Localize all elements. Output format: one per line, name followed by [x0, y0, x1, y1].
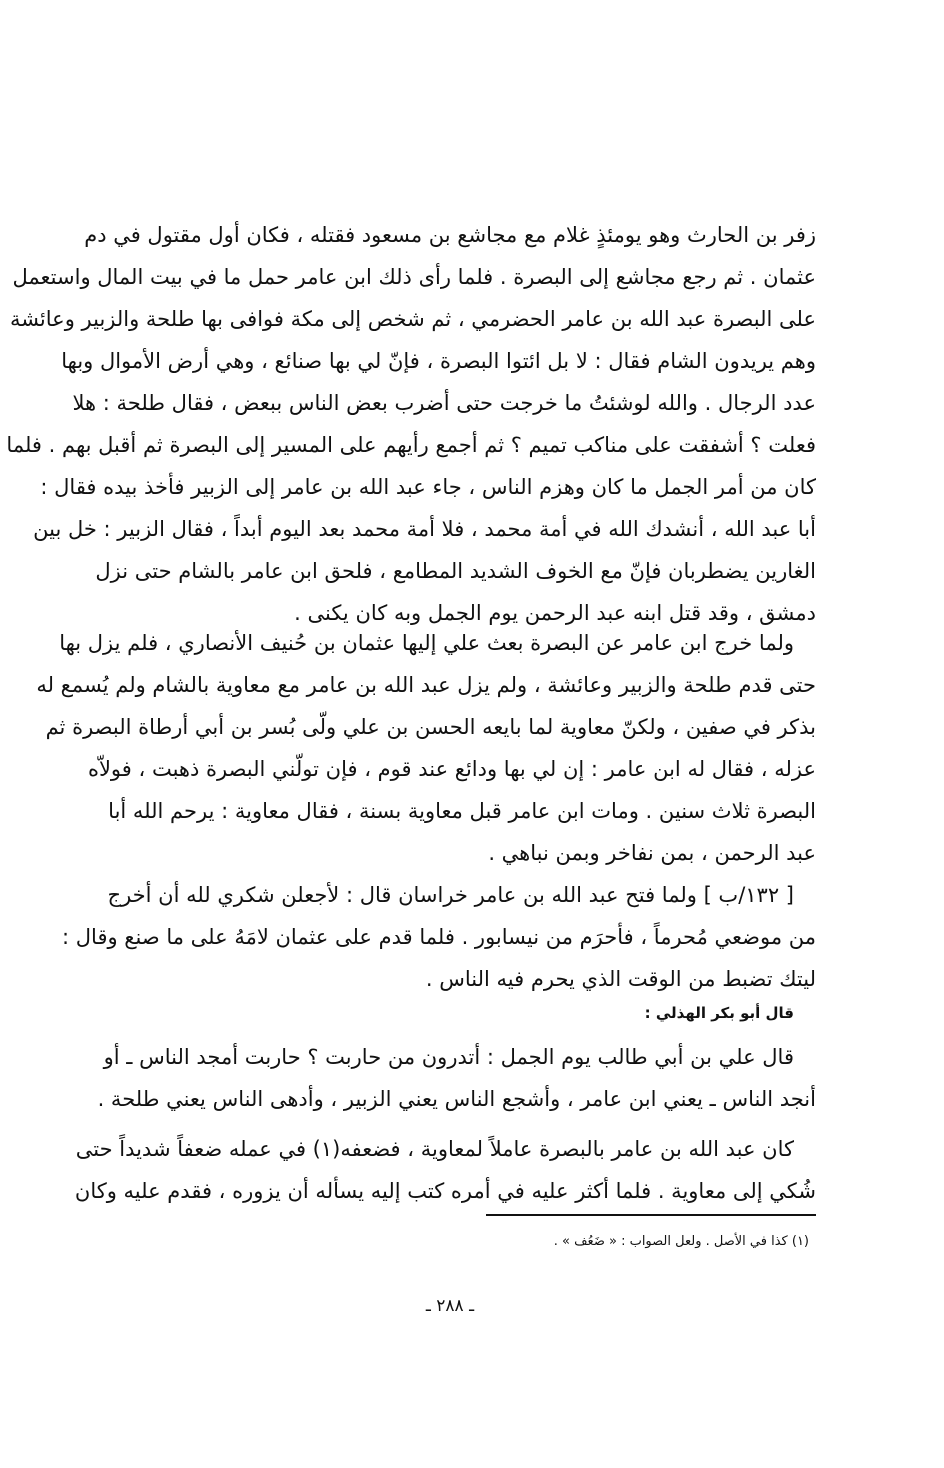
- text-line: أنجد الناس ـ يعني ابن عامر ، وأشجع الناس يعني الزبير ، وأدهى الناس يعني طلحة .: [97, 1087, 816, 1111]
- paragraph-4: [97, 1036, 816, 1120]
- text-line: كان عبد الله بن عامر بالبصرة عاملاً لمعاوية ، فضعفه(١) في عمله ضعفاً شديداً حتى: [75, 1137, 794, 1161]
- text-line: شُكي إلى معاوية . فلما أكثر عليه في أمره كتب إليه يسأله أن يزوره ، فقدم عليه وكان: [74, 1179, 816, 1203]
- text-line: ولما خرج ابن عامر عن البصرة بعث علي إليها عثمان بن حُنيف الأنصاري ، فلم يزل بها: [59, 631, 794, 655]
- text-line: عثمان . ثم رجع مجاشع إلى البصرة . فلما رأى ذلك ابن عامر حمل ما في بيت المال واستعمل: [12, 265, 816, 289]
- paragraph-3: [62, 874, 816, 1000]
- text-line: وهم يريدون الشام فقال : لا بل ائتوا البصرة ، فإنّ لي بها صنائع ، وهي أرض الأموال وبها: [61, 349, 816, 373]
- text-line: الغارين يضطربان فإنّ مع الخوف الشديد المطامع ، فلحق ابن عامر بالشام حتى نزل: [95, 559, 816, 583]
- text-line: أبا عبد الله ، أنشدك الله في أمة محمد ، فلا أمة محمد بعد اليوم أبداً ، فقال الزبير : خل بين: [33, 517, 816, 541]
- text-line: بذكر في صفين ، ولكنّ معاوية لما بايعه الحسن بن علي ولّى بُسر بن أبي أرطاة البصرة ثم: [45, 715, 816, 739]
- text-line: على البصرة عبد الله بن عامر الحضرمي ، ثم شخص إلى مكة فوافى بها طلحة والزبير وعائشة: [9, 307, 816, 331]
- text-line: من موضعي مُحرماً ، فأحرَم من نيسابور . فلما قدم على عثمان لامَهُ على ما صنع وقال :: [62, 925, 816, 949]
- text-line: عبد الرحمن ، بمن نفاخر وبمن نباهي .: [488, 841, 816, 865]
- text-line: زفر بن الحارث وهو يومئذٍ غلام مع مجاشع بن مسعود فقتله ، فكان أول مقتول في دم: [84, 223, 816, 247]
- section-heading: قال أبو بكر الهذلي :: [644, 1004, 794, 1022]
- text-line: [ ١٣٢/ب ] ولما فتح عبد الله بن عامر خراسان قال : لأجعلن شكري لله أن أخرج: [107, 883, 794, 907]
- text-line: فعلت ؟ أشفقت على مناكب تميم ؟ ثم أجمع رأيهم على المسير إلى البصرة ثم أقبل بهم . فلما: [6, 433, 816, 457]
- footnote-divider: [486, 1214, 816, 1216]
- text-line: كان من أمر الجمل ما كان وهزم الناس ، جاء عبد الله بن عامر إلى الزبير فأخذ بيده فقال :: [40, 475, 816, 499]
- page-number: ـ ٢٨٨ ـ: [425, 1296, 475, 1316]
- text-line: قال علي بن أبي طالب يوم الجمل : أتدرون من حاربت ؟ حاربت أمجد الناس ـ أو: [103, 1045, 794, 1069]
- text-line: حتى قدم طلحة والزبير وعائشة ، ولم يزل عبد الله بن عامر مع معاوية بالشام ولم يُسمع له: [36, 673, 816, 697]
- paragraph-1: [6, 214, 816, 634]
- text-line: البصرة ثلاث سنين . ومات ابن عامر قبل معاوية بسنة ، فقال معاوية : يرحم الله أبا: [108, 799, 816, 823]
- text-line: عزله ، فقال له ابن عامر : إن لي بها ودائع عند قوم ، فإن تولّني البصرة ذهبت ، فولاّه: [87, 757, 816, 781]
- paragraph-2: [36, 622, 816, 874]
- paragraph-5: [74, 1128, 816, 1212]
- text-line: ليتك تضبط من الوقت الذي يحرم فيه الناس .: [425, 967, 816, 991]
- text-line: عدد الرجال . والله لوشئتُ ما خرجت حتى أضرب بعض الناس ببعض ، فقال طلحة : هلا: [72, 391, 816, 415]
- footnote: (١) كذا في الأصل . ولعل الصواب : « ضَعُف » .: [553, 1234, 809, 1249]
- text-line: دمشق ، وقد قتل ابنه عبد الرحمن يوم الجمل وبه كان يكنى .: [294, 601, 816, 625]
